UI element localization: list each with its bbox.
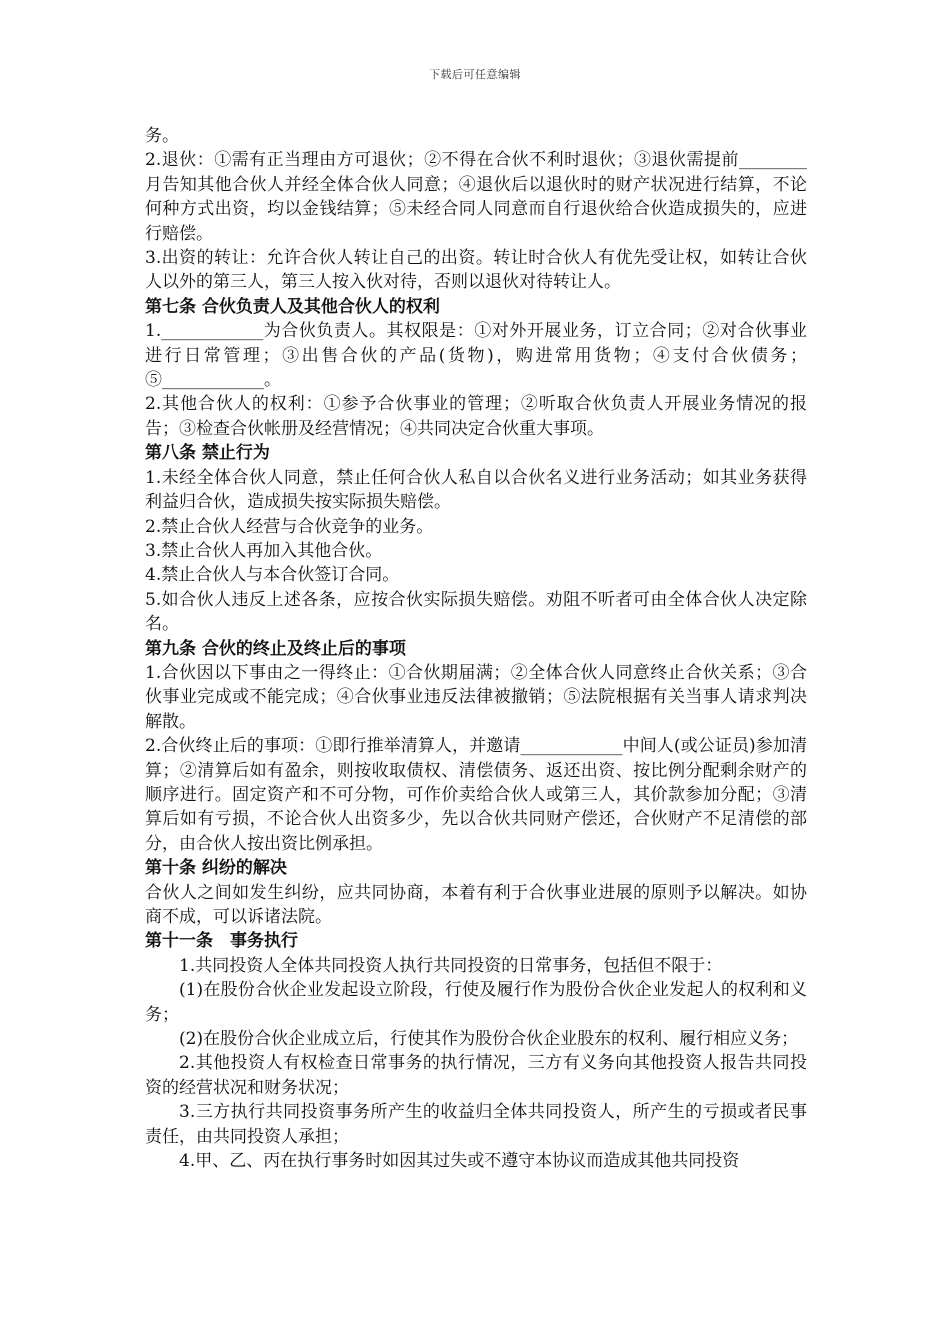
section-heading: 第十条 纠纷的解决 <box>145 858 287 879</box>
body-paragraph: 2.其他投资人有权检查日常事务的执行情况，三方有义务向其他投资人报告共同投资的经营状况和财务状况； <box>145 1053 807 1098</box>
body-paragraph: 1.合伙因以下事由之一得终止：①合伙期届满；②全体合伙人同意终止合伙关系；③合伙事业完成或不能完成；④合伙事业违反法律被撤销；⑤法院根据有关当事人请求判决解散。 <box>145 662 807 732</box>
body-paragraph: 3.出资的转让：允许合伙人转让自己的出资。转让时合伙人有优先受让权，如转让合伙人以外的第三人，第三人按入伙对待，否则以退伙对待转让人。 <box>145 248 807 293</box>
body-paragraph: (1)在股份合伙企业发起设立阶段，行使及履行作为股份合伙企业发起人的权利和义务； <box>145 980 807 1025</box>
body-paragraph: 4.禁止合伙人与本合伙签订合同。 <box>145 565 400 586</box>
body-paragraph: 2.其他合伙人的权利：①参予合伙事业的管理；②听取合伙负责人开展业务情况的报告；③检查合伙帐册及经营情况；④共同决定合伙重大事项。 <box>145 394 807 439</box>
body-paragraph: 2.合伙终止后的事项：①即行推举清算人，并邀请____________中间人(或公证员)参加清算；②清算后如有盈余，则按收取债权、清偿债务、返还出资、按比例分配剩余财产的顺序进行。固定资产和不可分物，可作价卖给合伙人或第三人，其价款参加分配；③清算后如有亏损，不论合伙人出资多少，先以合伙共同财产偿还，合伙财产不足清偿的部分，由合伙人按出资比例承担。 <box>145 736 807 854</box>
body-paragraph: 合伙人之间如发生纠纷，应共同协商，本着有利于合伙事业进展的原则予以解决。如协商不成，可以诉诸法院。 <box>145 882 807 927</box>
document-body <box>145 124 807 1173</box>
body-paragraph: 4.甲、乙、丙在执行事务时如因其过失或不遵守本协议而造成其他共同投资 <box>179 1151 740 1172</box>
section-heading: 第十一条 事务执行 <box>145 931 298 952</box>
body-paragraph: 5.如合伙人违反上述各条，应按合伙实际损失赔偿。劝阻不听者可由全体合伙人决定除名。 <box>145 589 807 635</box>
section-heading: 第八条 禁止行为 <box>145 443 270 464</box>
body-paragraph: 务。 <box>145 126 179 146</box>
section-heading: 第九条 合伙的终止及终止后的事项 <box>145 638 406 659</box>
page-header: 下载后可任意编辑 <box>429 68 521 81</box>
body-paragraph: 3.禁止合伙人再加入其他合伙。 <box>145 540 383 561</box>
body-paragraph: (2)在股份合伙企业成立后，行使其作为股份合伙企业股东的权利、履行相应义务； <box>179 1029 799 1050</box>
body-paragraph: 2.退伙：①需有正当理由方可退伙；②不得在合伙不利时退伙；③退伙需提前________月告知其他合伙人并经全体合伙人同意；④退伙后以退伙时的财产状况进行结算，不论何种方式出资，均以金钱结算；⑤未经合同人同意而自行退伙给合伙造成损失的，应进行赔偿。 <box>145 150 807 244</box>
body-paragraph: 3.三方执行共同投资事务所产生的收益归全体共同投资人，所产生的亏损或者民事责任，由共同投资人承担； <box>145 1102 807 1147</box>
body-paragraph: 2.禁止合伙人经营与合伙竞争的业务。 <box>145 516 434 537</box>
body-paragraph: 1.未经全体合伙人同意，禁止任何合伙人私自以合伙名义进行业务活动；如其业务获得利益归合伙，造成损失按实际损失赔偿。 <box>145 467 807 513</box>
body-paragraph: 1.共同投资人全体共同投资人执行共同投资的日常事务，包括但不限于： <box>179 955 723 976</box>
body-paragraph: 1.____________为合伙负责人。其权限是：①对外开展业务，订立合同；②对合伙事业进行日常管理；③出售合伙的产品(货物)，购进常用货物；④支付合伙债务；⑤____________。 <box>145 321 807 391</box>
section-heading: 第七条 合伙负责人及其他合伙人的权利 <box>145 296 440 317</box>
